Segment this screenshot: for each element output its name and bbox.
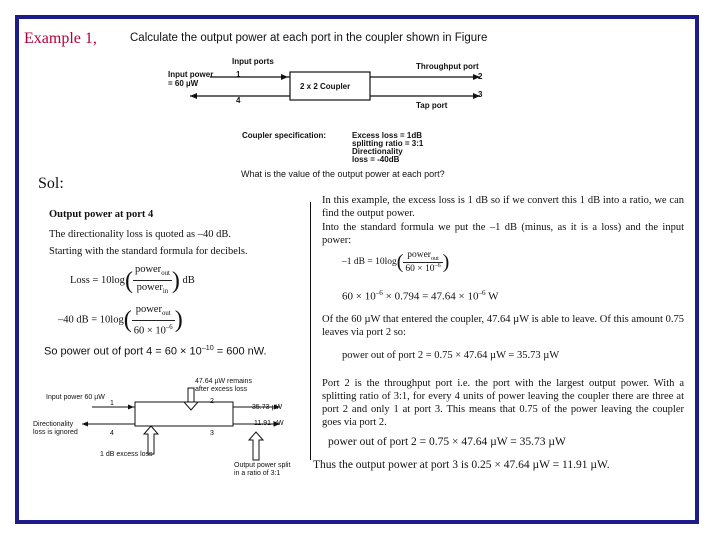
- eq1-fraction: [133, 263, 172, 298]
- eq2-den: 60 × 10: [133, 325, 166, 337]
- eq1-den: power: [136, 282, 163, 294]
- eq1-lhs: Loss = 10log: [70, 275, 125, 286]
- right-para-2: Into the standard formula we put the –1 dB (minus, as it is a loss) and the input power:: [322, 222, 684, 246]
- port4-arrow: [190, 93, 197, 99]
- eq-den-sup: –6: [434, 262, 441, 269]
- eq-lhs: –1 dB = 10log: [342, 257, 397, 268]
- question-text: Calculate the output power at each port in the coupler shown in Figure: [130, 32, 488, 44]
- left-line-1: The directionality loss is quoted as –40 dB.: [49, 229, 231, 240]
- bottom-out-2: 35.73 µW: [252, 404, 283, 411]
- remains-label-1: 47.64 µW remains: [195, 378, 252, 385]
- spec-directionality: Directionality: [352, 147, 403, 156]
- split-arrow: [249, 432, 263, 460]
- equation-loss: [70, 263, 195, 298]
- spec-splitting-ratio: splitting ratio = 3:1: [352, 139, 424, 148]
- input-ports-label: Input ports: [232, 57, 274, 66]
- directionality-ignored-2: loss is ignored: [33, 429, 78, 436]
- eq-den: 60 × 10: [405, 264, 435, 275]
- bottom-input-arrow: [128, 405, 134, 410]
- bottom-port-1: 1: [110, 400, 114, 407]
- bottom-out-3: 11.91 µW: [254, 420, 284, 427]
- example-label: Example 1,: [24, 30, 97, 47]
- eq2-end: W: [485, 290, 499, 303]
- coupler-label: 2 x 2 Coupler: [300, 82, 351, 91]
- top-port-2: 2: [478, 72, 483, 81]
- eq2-fraction: [132, 303, 175, 338]
- eq2-sup2: –6: [478, 289, 486, 297]
- eq1-num-sub: out: [161, 270, 170, 278]
- bottom-input-label: Input power 60 µW: [46, 394, 105, 401]
- directionality-ignored-1: Directionality: [33, 421, 74, 428]
- right-para-4: Port 2 is the throughput port i.e. the port with the largest output power. With a splitting ratio of 3:1, for every 4 units of power leaving the coupler there are three at port 2 and only 1 at port 3. This means that 0.75 of the power leaving the coupler goes via port 2.: [322, 378, 684, 428]
- eq1-den-sub: in: [162, 288, 169, 296]
- final-result: Thus the output power at port 3 is 0.25 × 47.64 µW = 11.91 µW.: [313, 459, 610, 471]
- equation-port2-b: power out of port 2 = 0.75 × 47.64 µW = 35.73 µW: [328, 436, 566, 448]
- throughput-port-label: Throughput port: [416, 62, 479, 71]
- right-para-3: Of the 60 µW that entered the coupler, 47.64 µW is able to leave. Of this amount 0.75 leaves via port 2 so:: [322, 314, 684, 338]
- paren-open: (: [123, 307, 132, 334]
- eq2-den-sup: –6: [165, 324, 173, 332]
- bottom-port4-arrow: [82, 422, 88, 427]
- result-text: So power out of port 4 = 60 × 10: [44, 345, 202, 358]
- spec-directionality-loss: loss = -40dB: [352, 155, 400, 164]
- paren-close: ): [174, 307, 183, 334]
- right-para-1: In this example, the excess loss is 1 dB so if we convert this 1 dB into a ratio, we can find the output power.: [322, 195, 684, 219]
- eq2-num: power: [135, 304, 162, 315]
- split-label-1: Output power split: [234, 462, 291, 469]
- equation-directionality: [58, 303, 183, 338]
- excess-loss-label: 1 dB excess loss: [100, 451, 153, 458]
- paren-close: ): [442, 251, 450, 274]
- eq2-lhs: –40 dB = 10log: [58, 314, 124, 326]
- spec-excess-loss: Excess loss = 1dB: [352, 131, 423, 140]
- eq-fraction: [403, 250, 442, 274]
- column-divider: [310, 202, 311, 460]
- bottom-coupler-box: [135, 402, 233, 426]
- eq1-unit: dB: [182, 275, 195, 286]
- eq-num-sub: out: [430, 255, 439, 262]
- paren-open: (: [396, 251, 404, 274]
- top-port-4: 4: [236, 96, 241, 105]
- left-heading: Output power at port 4: [49, 209, 154, 220]
- split-label-2: in a ratio of 3:1: [234, 470, 281, 477]
- equation-excess: [342, 250, 449, 274]
- remains-label-2: after excess loss: [195, 386, 248, 393]
- result-tail: = 600 nW.: [213, 345, 267, 358]
- eq2-sup: –6: [375, 289, 383, 297]
- eq1-num: power: [134, 264, 162, 275]
- top-port-3: 3: [478, 90, 483, 99]
- eq-num: power: [407, 250, 431, 260]
- tap-port-label: Tap port: [416, 101, 448, 110]
- coupler-spec-label: Coupler specification:: [242, 131, 327, 140]
- bottom-port-2: 2: [210, 398, 214, 405]
- eq2-num-sub: out: [161, 310, 171, 318]
- bottom-port-4: 4: [110, 430, 114, 437]
- input-power-label-1: Input power: [168, 70, 214, 79]
- paren-close: ): [171, 267, 180, 294]
- input-power-label-2: = 60 µW: [168, 79, 199, 88]
- input-arrow: [281, 74, 288, 80]
- top-port-1: 1: [236, 70, 241, 79]
- excess-loss-arrow: [144, 426, 158, 454]
- question-what: What is the value of the output power at each port?: [241, 169, 445, 179]
- result-sup: –10: [201, 344, 214, 352]
- eq2-tail: × 0.794 = 47.64 × 10: [382, 290, 479, 303]
- sol-label: Sol:: [38, 175, 64, 192]
- left-line-2: Starting with the standard formula for decibels.: [49, 246, 248, 257]
- port4-result: [44, 344, 267, 358]
- equation-port2-a: power out of port 2 = 0.75 × 47.64 µW = 35.73 µW: [342, 350, 560, 361]
- eq2-text: 60 × 10: [342, 290, 376, 303]
- bottom-port-3: 3: [210, 430, 214, 437]
- equation-ratio: [342, 289, 499, 303]
- paren-open: (: [124, 267, 133, 294]
